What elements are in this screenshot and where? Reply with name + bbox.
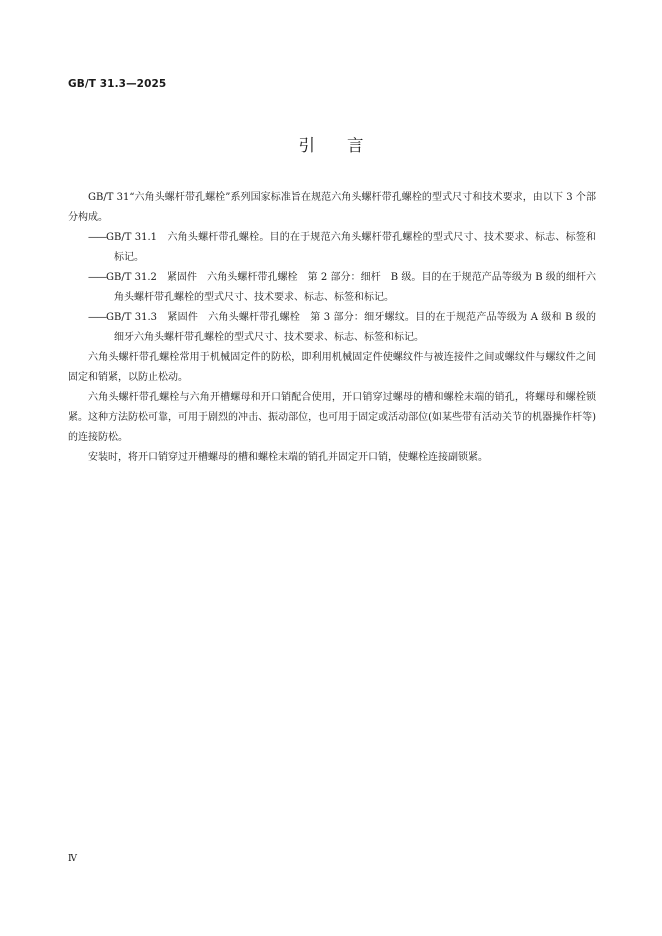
body-paragraph-1: 六角头螺杆带孔螺栓常用于机械固定件的防松，即利用机械固定件使螺纹件与被连接件之间或螺纹件与螺纹件之间固定和销紧，以防止松动。 <box>68 352 596 383</box>
part-item-3 <box>68 308 596 348</box>
list-dash: —— <box>88 232 106 243</box>
document-body <box>68 188 596 468</box>
standard-code: GB/T 31.3—2025 <box>68 78 167 90</box>
body-paragraph-3: 安装时，将开口销穿过开槽螺母的槽和螺栓末端的销孔并固定开口销，使螺栓连接副锁紧。 <box>88 452 488 463</box>
page-title: 引言 <box>298 136 396 155</box>
body-paragraph-2: 六角头螺杆带孔螺栓与六角开槽螺母和开口销配合使用，开口销穿过螺母的槽和螺栓末端的销孔，将螺母和螺栓锁紧。这种方法防松可靠，可用于剧烈的冲击、振动部位，也可用于固定或活动部位(如某些带有活动关节的机器操作杆等)的连接防松。 <box>68 392 596 443</box>
part-item-text: GB/T 31.1 六角头螺杆带孔螺栓。目的在于规范六角头螺杆带孔螺栓的型式尺寸、技术要求、标志、标签和标记。 <box>106 232 596 263</box>
page-number: Ⅳ <box>68 854 77 864</box>
list-dash: —— <box>88 272 106 283</box>
part-item-text: GB/T 31.2 紧固件 六角头螺杆带孔螺栓 第 2 部分：细杆 B 级。目的在于规范产品等级为 B 级的细杆六角头螺杆带孔螺栓的型式尺寸、技术要求、标志、标签和标记。 <box>106 272 596 303</box>
part-item-text: GB/T 31.3 紧固件 六角头螺杆带孔螺栓 第 3 部分：细牙螺纹。目的在于规范产品等级为 A 级和 B 级的细牙六角头螺杆带孔螺栓的型式尺寸、技术要求、标志、标签和标记。 <box>106 312 596 343</box>
list-dash: —— <box>88 312 106 323</box>
intro-paragraph: GB/T 31“六角头螺杆带孔螺栓”系列国家标准旨在规范六角头螺杆带孔螺栓的型式尺寸和技术要求，由以下 3 个部分构成。 <box>68 192 596 223</box>
part-item-2 <box>68 268 596 308</box>
part-item-1 <box>68 228 596 268</box>
